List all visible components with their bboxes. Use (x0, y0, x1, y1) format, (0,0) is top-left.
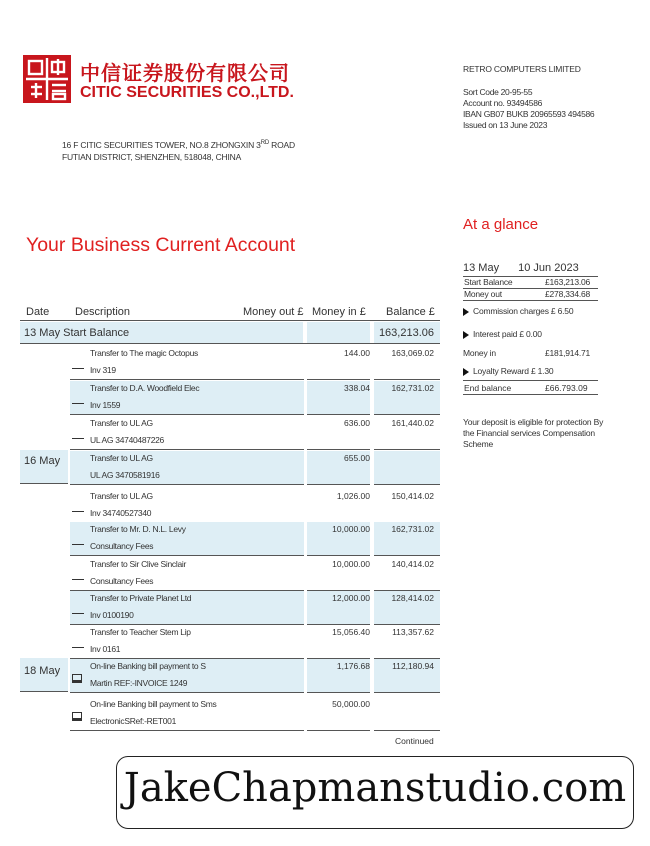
glance-money-out (463, 289, 598, 301)
txn-description: Transfer to Mr. D. N.L. Levy (90, 524, 186, 534)
table-row (70, 416, 440, 451)
glance-commission (463, 306, 573, 316)
bank-address (62, 137, 295, 163)
glance-in-label: Money in (463, 348, 496, 358)
txn-money-out: 15,056.40 (332, 627, 370, 637)
txn-balance: 150,414.02 (391, 491, 434, 501)
loyalty-text: Loyalty Reward £ 1.30 (473, 366, 554, 376)
glance-in-value: £181,914.71 (545, 348, 591, 358)
txn-money-out: 655.00 (344, 453, 370, 463)
address-superscript: RD (260, 140, 269, 146)
row-marker-icon (72, 511, 84, 512)
glance-end-balance (463, 380, 598, 395)
txn-balance: 112,180.94 (392, 661, 434, 671)
logo-english-name: CITIC SECURITIES CO.,LTD. (80, 84, 294, 101)
txn-reference: Inv 319 (90, 365, 116, 375)
txn-description: Transfer to UL AG (90, 453, 153, 463)
issue-date: Issued on 13 June 2023 (463, 120, 548, 130)
txn-money-out: 10,000.00 (332, 559, 370, 569)
start-balance-row (20, 322, 440, 344)
table-row (70, 346, 440, 381)
txn-money-out: 338.04 (344, 383, 370, 393)
header-date: Date (26, 306, 50, 318)
date-label: 16 May (24, 455, 61, 467)
address-line-2: FUTIAN DISTRICT, SHENZHEN, 518048, CHINA (62, 151, 242, 162)
header-balance: Balance £ (386, 306, 435, 318)
row-marker-icon (72, 613, 84, 614)
txn-balance: 128,414.02 (391, 593, 434, 603)
txn-money-out: 1,176.68 (336, 661, 370, 671)
triangle-bullet-icon (463, 308, 469, 316)
glance-money-in (463, 348, 598, 358)
txn-money-out: 50,000.00 (332, 699, 370, 709)
txn-description: Transfer to Private Planet Ltd (90, 593, 192, 603)
row-marker-icon (72, 579, 84, 580)
glance-end-value: £66.793.09 (545, 383, 588, 393)
date-label: 18 May (24, 665, 61, 677)
row-marker-icon (72, 438, 84, 439)
bill-payment-icon (72, 674, 82, 683)
header-money-out: Money out £ (243, 306, 304, 318)
continued-label: Continued (395, 736, 434, 746)
txn-description: Transfer to Teacher Stem Lip (90, 627, 191, 637)
row-marker-icon (72, 368, 84, 369)
start-balance-label: 13 May Start Balance (24, 327, 130, 339)
table-row (70, 489, 440, 524)
txn-reference: Inv 34740527340 (90, 508, 152, 518)
glance-title: At a glance (463, 216, 539, 233)
txn-balance: 140,414.02 (391, 559, 434, 569)
txn-reference: UL AG 34740487226 (90, 435, 164, 445)
txn-reference: Inv 0161 (90, 644, 121, 654)
sort-code: Sort Code 20-95-55 (463, 87, 533, 97)
header-money-in: Money in £ (312, 306, 366, 318)
txn-balance: 163,069.02 (391, 348, 434, 358)
txn-balance: 162,731.02 (391, 383, 434, 393)
citic-logo (22, 54, 302, 108)
glance-period (463, 262, 598, 277)
triangle-bullet-icon (463, 331, 469, 339)
triangle-bullet-icon (463, 368, 469, 376)
header-divider (20, 320, 440, 321)
table-row (70, 697, 440, 732)
txn-description: Transfer to The magic Octopus (90, 348, 198, 358)
glance-out-label: Money out (464, 289, 502, 299)
txn-description: Transfer to UL AG (90, 491, 153, 501)
txn-balance: 162,731.02 (391, 524, 434, 534)
account-details (463, 87, 594, 131)
txn-reference: Inv 0100190 (90, 610, 134, 620)
address-line-1-end: ROAD (268, 139, 295, 150)
table-row (70, 522, 440, 557)
txn-description: Transfer to UL AG (90, 418, 153, 428)
row-marker-icon (72, 647, 84, 648)
txn-description: Transfer to Sir Clive Sinclair (90, 559, 187, 569)
protection-notice: Your deposit is eligible for protection By the Financial services Compensation Scheme (463, 417, 604, 449)
txn-reference: Inv 1559 (90, 400, 121, 410)
interest-text: Interest paid £ 0.00 (473, 329, 542, 339)
glance-start-value: £163,213.06 (545, 277, 591, 287)
glance-out-value: £278,334.68 (545, 289, 591, 299)
txn-reference: Consultancy Fees (90, 541, 154, 551)
table-row (70, 659, 440, 694)
header-description: Description (75, 306, 131, 318)
txn-balance: 161,440.02 (391, 418, 434, 428)
glance-start-balance (463, 277, 598, 289)
table-row (70, 557, 440, 592)
table-row (70, 625, 440, 660)
txn-reference: Martin REF:-INVOICE 1249 (90, 678, 188, 688)
bill-payment-icon (72, 712, 82, 721)
txn-description: On-line Banking bill payment to S (90, 661, 206, 671)
glance-interest (463, 329, 542, 339)
period-to: 10 Jun 2023 (518, 262, 579, 274)
start-balance-value: 163,213.06 (378, 327, 434, 339)
account-number: Account no. 93494586 (463, 98, 543, 108)
address-line-1: 16 F CITIC SECURITIES TOWER, NO.8 ZHONGXIN 3 (62, 139, 261, 150)
table-row (70, 591, 440, 626)
commission-text: Commission charges £ 6.50 (473, 306, 574, 316)
txn-balance: 113,357.62 (392, 627, 434, 637)
logo-chinese-name: 中信证券股份有限公司 (80, 61, 290, 85)
txn-money-out: 636.00 (344, 418, 370, 428)
txn-reference: UL AG 3470581916 (90, 470, 160, 480)
glance-start-label: Start Balance (464, 277, 513, 287)
watermark-banner (116, 756, 634, 829)
txn-money-out: 10,000.00 (332, 524, 370, 534)
txn-reference: ElectronicSRef:-RET001 (90, 716, 176, 726)
txn-money-out: 12,000.00 (332, 593, 370, 603)
txn-reference: Consultancy Fees (90, 576, 154, 586)
glance-end-label: End balance (464, 383, 512, 393)
txn-description: On-line Banking bill payment to Sms (90, 699, 217, 709)
row-marker-icon (72, 544, 84, 545)
row-marker-icon (72, 403, 84, 404)
citic-seal-icon (22, 54, 72, 104)
table-row (70, 381, 440, 416)
watermark-text: JakeChapmanstudio.com (123, 765, 627, 811)
page-title: Your Business Current Account (26, 234, 296, 256)
txn-description: Transfer to D.A. Woodfield Elec (90, 383, 200, 393)
table-row (70, 451, 440, 486)
company-name: RETRO COMPUTERS LIMITED (463, 64, 581, 74)
txn-money-out: 1,026.00 (336, 491, 370, 501)
iban: IBAN GB07 BUKB 20965593 494586 (463, 109, 595, 119)
txn-money-out: 144.00 (344, 348, 370, 358)
glance-loyalty (463, 366, 553, 376)
period-from: 13 May (463, 262, 500, 274)
